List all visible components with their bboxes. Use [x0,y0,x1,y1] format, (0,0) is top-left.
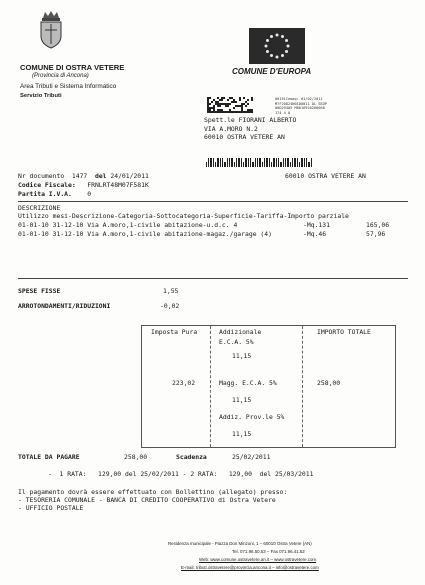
area-name: Area Tributi e Sistema Informatico [20,83,117,90]
barcode-bar [276,158,277,167]
list-item: 01-01-10 31-12-10 Via A.moro,1-civile abitazione-u.d.c. 4 [18,221,238,229]
barcode-bar [217,158,219,167]
barcode-bar [248,158,249,167]
fixed-fees-value: 1,55 [163,287,179,295]
barcode-bar [208,158,209,167]
magg-eca-label: Magg. E.C.A. 5% [219,379,277,387]
barcode-bar [290,162,291,167]
barcode-bar [231,158,233,167]
barcode-bar [269,158,270,167]
vat-label: Partita I.V.A. [18,190,72,198]
doc-nr-value: 1477 [71,172,88,180]
postal-stamp [275,97,327,115]
payment-note: Il pagamento dovrà essere effettuato con Bollettino (allegato) presso: [18,488,288,496]
cf-value: FRNLRT48M07F581K [87,181,149,189]
barcode-bar [220,158,221,167]
barcode-bar [271,162,272,167]
barcode-bar [294,158,296,167]
postal-datamatrix-icon [207,97,254,114]
rounding-value: -0,02 [160,302,180,310]
eu-flag-icon [249,28,305,64]
description-title: DESCRIZIONE [18,204,61,212]
rounding-label: ARROTONDAMENTI/RIDUZIONI [18,302,111,310]
barcode-bar [306,158,307,167]
table-divider [302,326,303,447]
barcode-bar [287,158,289,167]
installments-line: - 1 RATA: 129,00 del 25/02/2011 - 2 RATA: 129,00 del 25/03/2011 [48,470,314,478]
recipient-address [204,116,296,142]
col-header-imposta: Imposta Pura [151,328,198,336]
total-due-value: 258,00 [124,453,148,461]
coat-of-arms-icon [37,10,65,50]
due-date-value: 25/02/2011 [232,453,271,461]
stamp-line: 00D29405 M0016920266668 [275,106,325,111]
stamp-line: 00191Cemap: 01/02/2011 [275,97,323,101]
barcode-bar [280,162,282,167]
footer-address: Residenza municipale - Piazza Don Minzoni, 1 – 60010 Ostra Vetere (AN) [168,541,312,546]
barcode-bar [252,162,254,167]
recipient-street: VIA A.MORO N.2 [204,124,258,133]
barcode-bar [264,158,265,167]
col-header-total: IMPORTO TOTALE [317,328,371,336]
stamp-line: M7F20D24N01D0011 OL SEDP [275,101,327,106]
stamp-line: 174 4 0 [275,110,291,115]
total-due-label: TOTALE DA PAGARE [18,453,80,461]
barcode-bar [304,158,305,167]
barcode-bar [299,162,300,167]
barcode-bar [243,162,244,167]
prov-label: Addiz. Prov.le 5% [219,413,285,421]
barcode-bar [206,162,207,167]
payment-option: - TESORERIA COMUNALE - BANCA DI CREDITO COOPERATIVO di Ostra Vetere [18,496,276,504]
barcode-bar [255,158,256,167]
description-header: Utilizzo mesi-Descrizione-Categoria-Sottocategoria-Superficie-Tariffa-Importo parziale [18,212,349,220]
col-header-addizionale: Addizionale [219,328,262,336]
barcode-bar [285,158,286,167]
barcode-bar [210,158,212,167]
fiscal-code-row [18,181,149,189]
barcode-bar [229,158,230,167]
eca-label: E.C.A. 5% [219,338,254,346]
footer-phone: Tel. 071.96.50.53 – Fax 071.96.41.52 [232,549,305,554]
postal-barcode [206,158,313,167]
province: (Provincia di Ancona) [32,73,89,79]
prov-value: 11,15 [232,430,252,438]
service-name: Servizio Tributi [20,93,62,99]
barcode-bar [262,162,263,167]
fixed-fees-label: SPESE FISSE [18,287,61,295]
footer-email-link[interactable]: E-mail: tributi.ostravetere@provincia.ancona.it – info@ostravetere.com [181,565,319,570]
barcode-bar [224,162,226,167]
due-date-label: Scadenza [176,453,207,461]
cf-label: Codice Fiscale: [18,181,76,189]
divider [18,278,408,279]
address-line: 60010 OSTRA VETERE AN [285,172,366,180]
magg-eca-value: 11,15 [232,396,252,404]
imposta-value: 223,02 [172,379,196,387]
list-item-mq: -Mq.46 [303,230,327,238]
recipient-city: 60010 OSTRA VETERE AN [204,133,285,142]
barcode-bar [308,162,310,167]
document-number-row [18,172,149,180]
doc-nr-label: Nr documento [18,172,65,180]
barcode-bar [283,158,284,167]
eca-value: 11,15 [232,352,252,360]
barcode-bar [241,158,242,167]
barcode-bar [259,158,261,167]
barcode-bar [292,158,293,167]
barcode-bar [266,158,268,167]
barcode-bar [250,158,251,167]
vat-value: 0 [87,190,92,198]
comune-name: COMUNE DI OSTRA VETERE [20,63,125,72]
barcode-bar [236,158,237,167]
barcode-bar [273,158,275,167]
barcode-bar [222,158,223,167]
barcode-bar [301,158,303,167]
footer-web-link[interactable]: Web: www.comune.ostravetere.an.it – www.ostravetere.com [199,557,317,562]
eu-title: COMUNE D'EUROPA [232,67,312,76]
barcode-bar [297,158,298,167]
payment-option: - UFFICIO POSTALE [18,504,84,512]
vat-row [18,190,91,198]
barcode-bar [215,162,216,167]
barcode-bar [234,162,235,167]
barcode-bar [245,158,247,167]
barcode-bar [238,158,240,167]
barcode-bar [257,158,258,167]
list-item-amount: 165,06 [366,221,390,229]
barcode-bar [213,158,214,167]
list-item-amount: 57,96 [366,230,386,238]
barcode-bar [311,158,312,167]
list-item: 01-01-10 31-12-10 Via A.moro,1-civile abitazione-magaz./garage (4) [18,230,272,238]
recipient-name: Spett.le FIORANI ALBERTO [204,116,297,124]
total-amount-value: 258,00 [317,379,341,387]
table-divider [210,326,211,447]
doc-del-label: del [94,172,107,180]
doc-date: 24/01/2011 [110,172,149,180]
list-item-mq: -Mq.131 [303,221,330,229]
barcode-bar [227,158,228,167]
barcode-bar [278,158,279,167]
divider [18,201,408,202]
